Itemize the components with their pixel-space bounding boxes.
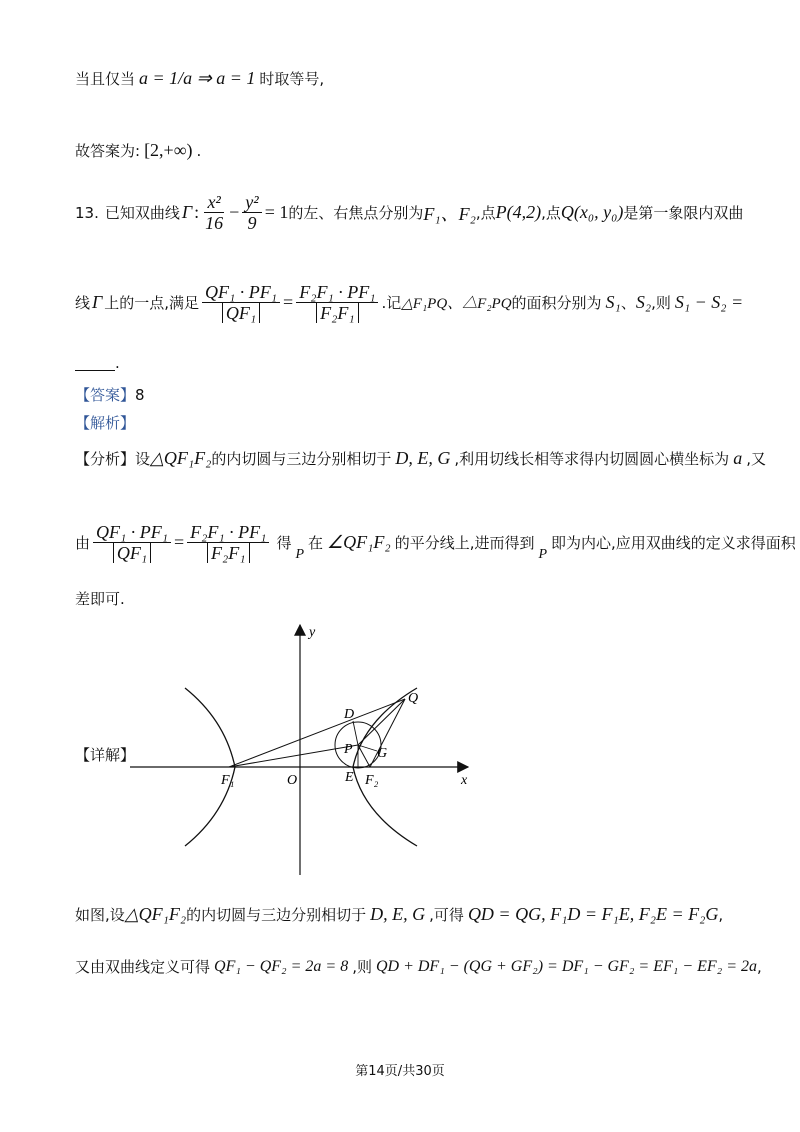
text: 线 xyxy=(75,294,91,312)
text: ,又 xyxy=(746,450,766,468)
text: . xyxy=(115,354,120,372)
text: 上的一点,满足 xyxy=(104,294,200,312)
denominator: 9 xyxy=(247,213,257,233)
text: 的面积分别为 xyxy=(511,294,602,312)
segment-f1-p xyxy=(229,745,358,767)
denominator: F₂F₁ xyxy=(316,303,359,323)
label-y: y xyxy=(309,625,316,640)
text: 时取等号, xyxy=(259,70,325,88)
numerator: QF₁ · PF₁ xyxy=(202,282,280,303)
math-interval: [2,+∞) xyxy=(144,140,193,160)
foci: F₁、F₂ xyxy=(423,203,476,224)
point-p: P xyxy=(295,546,305,562)
label-g: G xyxy=(377,746,388,761)
page-footer: 第14页/共30页 xyxy=(355,1064,445,1079)
text: 的左、右焦点分别为 xyxy=(288,204,424,222)
label-e: E xyxy=(345,770,354,785)
label-d: D xyxy=(344,707,355,722)
text: ,可得 xyxy=(429,906,464,924)
variable-a: a xyxy=(733,448,743,468)
text: ,点 xyxy=(541,204,561,222)
text: 当且仅当 xyxy=(75,70,136,88)
question-13-line2 xyxy=(75,282,743,323)
segment-p-d xyxy=(353,721,358,745)
fraction-rhs xyxy=(187,522,269,563)
equation: QD = QG, F₁D = F₁E, F₂E = F₂G xyxy=(467,904,719,924)
label-f2: F₂ xyxy=(365,773,379,788)
point-q: Q(x₀, y₀) xyxy=(560,202,624,222)
text: 的内切圆与三边分别相切于 xyxy=(211,450,392,468)
detail-line2 xyxy=(75,956,762,977)
text: , xyxy=(718,905,724,924)
line-answer-previous xyxy=(75,140,201,161)
s1: S₁ xyxy=(605,292,621,312)
analysis-line3 xyxy=(75,588,125,609)
equation-rhs: = 1 xyxy=(264,202,289,222)
label-o: O xyxy=(287,773,298,788)
text: 故答案为: xyxy=(75,142,141,160)
equation: QF₁ − QF₂ = 2a = 8 xyxy=(214,957,349,975)
numerator: QF₁ · PF₁ xyxy=(93,522,171,543)
s2: S₂ xyxy=(635,292,652,312)
text: 在 xyxy=(308,534,324,552)
text: ,则 xyxy=(352,958,372,976)
text: 由 xyxy=(75,534,91,552)
label-p: P xyxy=(344,742,353,757)
detail-line1 xyxy=(75,904,723,925)
equals: = xyxy=(174,532,185,552)
curve-name: Γ xyxy=(92,292,103,312)
triangle: △QF₁F₂ xyxy=(124,904,187,924)
text: 设 xyxy=(135,450,151,468)
text: 已知双曲线 xyxy=(104,204,180,222)
triangle: △QF₁F₂ xyxy=(150,448,212,468)
angle: ∠QF₁F₂ xyxy=(327,532,391,552)
fraction-y xyxy=(242,192,261,233)
text: .记 xyxy=(381,294,402,312)
answer-value: 8 xyxy=(135,385,145,404)
label-f1: F₁ xyxy=(221,773,235,788)
text: ,点 xyxy=(475,204,496,222)
answer-line xyxy=(75,384,145,405)
segment-p-q xyxy=(358,699,405,745)
difference: S₁ − S₂ = xyxy=(674,292,744,312)
question-13-line1 xyxy=(75,192,743,233)
point-p: P xyxy=(538,546,548,562)
line-equality-condition xyxy=(75,68,324,89)
text: . xyxy=(196,141,202,160)
analysis-label: 【分析】 xyxy=(75,450,136,468)
fraction-lhs xyxy=(93,522,171,563)
point-p: P(4,2) xyxy=(495,202,542,222)
numerator: y² xyxy=(242,192,261,213)
denominator: QF₁ xyxy=(113,543,151,563)
label-x: x xyxy=(461,773,468,788)
analysis-line2 xyxy=(75,522,796,563)
answer-blank xyxy=(75,356,115,371)
analysis-line1 xyxy=(75,448,766,469)
detail-label: 【详解】 xyxy=(75,746,136,764)
text: 得 xyxy=(276,534,292,552)
minus: − xyxy=(229,202,240,222)
tangent-points: D, E, G xyxy=(370,904,426,924)
text: 如图,设 xyxy=(75,906,125,924)
numerator: x² xyxy=(204,192,223,213)
fraction-x xyxy=(202,192,226,233)
separator: 、 xyxy=(620,294,636,312)
answer-blank-line xyxy=(75,354,120,372)
text: 的平分线上,进而得到 xyxy=(394,534,535,552)
text: 是第一象限内双曲 xyxy=(623,204,744,222)
text: 的内切圆与三边分别相切于 xyxy=(186,906,367,924)
text: ,则 xyxy=(651,294,671,312)
analysis-title: 【解析】 xyxy=(75,414,136,432)
text: 即为内心,应用双曲线的定义求得面积 xyxy=(551,534,796,552)
question-number: 13. xyxy=(75,203,99,222)
label-q: Q xyxy=(408,691,419,706)
fraction-rhs xyxy=(296,282,378,323)
fraction-lhs xyxy=(202,282,280,323)
denominator: 16 xyxy=(205,213,224,233)
analysis-title-line xyxy=(75,412,135,433)
curve-name: Γ xyxy=(181,202,193,222)
denominator: F₂F₁ xyxy=(207,543,250,563)
text: ,利用切线长相等求得内切圆圆心横坐标为 xyxy=(454,450,730,468)
colon: : xyxy=(194,202,200,222)
triangles: △F₁PQ、△F₂PQ xyxy=(401,296,512,312)
denominator: QF₁ xyxy=(222,303,260,323)
tangent-points: D, E, G xyxy=(395,448,451,468)
text: 差即可. xyxy=(75,590,125,608)
equals: = xyxy=(283,292,294,312)
answer-label: 【答案】 xyxy=(75,386,136,404)
math-expression: a = 1/a ⇒ a = 1 xyxy=(139,68,256,88)
numerator: F₂F₁ · PF₁ xyxy=(187,522,269,543)
equation: QD + DF₁ − (QG + GF₂) = DF₁ − GF₂ = EF₁ − EF₂ = 2a xyxy=(375,957,757,975)
text: 又由双曲线定义可得 xyxy=(75,958,211,976)
numerator: F₂F₁ · PF₁ xyxy=(296,282,378,303)
text: , xyxy=(757,957,762,976)
hyperbola-figure xyxy=(125,620,485,880)
